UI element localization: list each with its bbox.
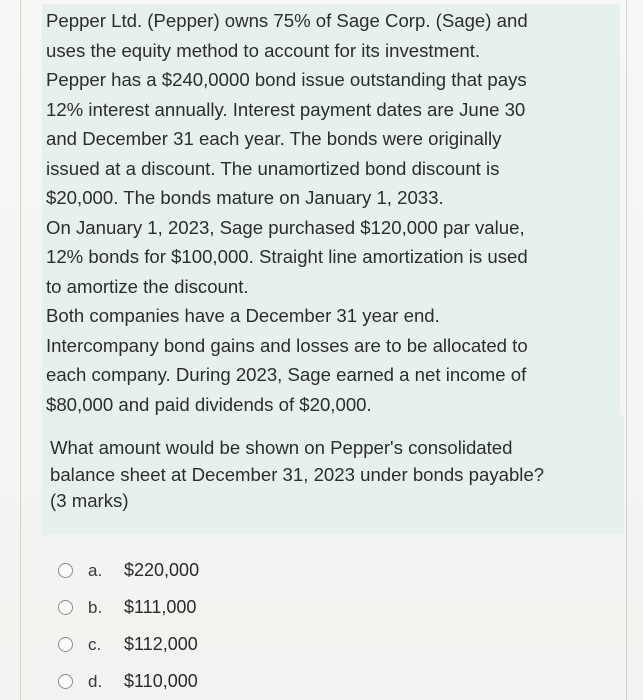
question-prompt (42, 415, 624, 535)
option-letter: b. (88, 597, 103, 617)
question-line: Intercompany bond gains and losses are to be allocated to (46, 334, 528, 356)
option-a[interactable] (58, 552, 458, 589)
right-border-line (626, 0, 627, 700)
option-letter: c. (88, 634, 102, 654)
question-line: issued at a discount. The unamortized bond discount is (46, 157, 500, 179)
left-border-line (20, 0, 21, 700)
question-line: Pepper has a $240,0000 bond issue outstanding that pays (46, 69, 527, 90)
question-line: and December 31 each year. The bonds were originally (46, 128, 502, 149)
question-line: 12% interest annually. Interest payment dates are June 30 (46, 98, 526, 120)
question-line: each company. During 2023, Sage earned a net income of (46, 364, 527, 385)
question-text-block (42, 4, 620, 425)
radio-button-a[interactable] (58, 563, 73, 578)
option-c[interactable] (58, 626, 458, 663)
option-b[interactable] (58, 589, 458, 626)
option-value: $112,000 (124, 634, 198, 654)
question-line: uses the equity method to account for its investment. (46, 39, 481, 61)
radio-button-b[interactable] (58, 600, 73, 615)
option-d[interactable] (58, 663, 458, 700)
question-line: On January 1, 2023, Sage purchased $120,000 par value, (46, 216, 525, 238)
question-line: to amortize the discount. (46, 275, 249, 297)
radio-button-d[interactable] (58, 674, 73, 689)
answer-options (58, 552, 458, 700)
prompt-line: balance sheet at December 31, 2023 under bonds payable? (50, 463, 545, 485)
prompt-line: (3 marks) (50, 490, 129, 511)
option-value: $111,000 (124, 597, 197, 617)
radio-button-c[interactable] (58, 637, 73, 652)
question-line: 12% bonds for $100,000. Straight line amortization is used (46, 246, 528, 267)
option-value: $110,000 (124, 671, 198, 691)
prompt-line: What amount would be shown on Pepper's consolidated (50, 437, 513, 458)
option-letter: a. (88, 560, 103, 580)
option-value: $220,000 (124, 560, 200, 580)
question-line: Both companies have a December 31 year end. (46, 305, 440, 326)
question-line: $20,000. The bonds mature on January 1, 2033. (46, 187, 444, 208)
option-letter: d. (88, 671, 103, 691)
question-line: $80,000 and paid dividends of $20,000. (46, 393, 372, 415)
question-line: Pepper Ltd. (Pepper) owns 75% of Sage Corp. (Sage) and (46, 10, 528, 31)
